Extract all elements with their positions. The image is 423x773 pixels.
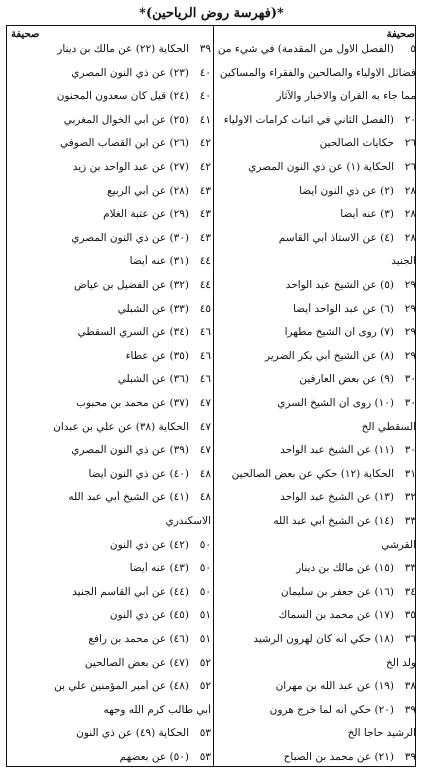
entry-title: (الفصل الثاني في اثبات كرامات الاولياء (223, 113, 394, 126)
entry-title: (٤٧) عن بعض الصالحين (84, 656, 189, 669)
index-entry (213, 300, 418, 322)
entry-page-number: ٣٦ (404, 633, 416, 645)
right-column (213, 29, 418, 765)
entry-title: (١١) عن الشيخ عبد الواحد (280, 444, 394, 457)
index-entry (8, 701, 213, 723)
index-entry (8, 300, 213, 322)
index-entry (8, 441, 213, 463)
entry-title: (٣٩) عن ذي النون المصري (71, 444, 189, 457)
entry-page-number: ٤٠ (199, 90, 211, 103)
entry-page-number: ٤٨ (199, 467, 211, 480)
entry-page-number: ٥٠ (199, 538, 211, 551)
entry-title: الجنيد (391, 255, 416, 268)
index-entry (8, 158, 213, 180)
index-entry (213, 323, 418, 345)
index-entry (213, 488, 418, 510)
index-entry (213, 370, 418, 392)
entry-page-number: ٥٢ (199, 656, 211, 669)
entry-page-number: ٤٧ (199, 420, 211, 433)
index-entry (8, 370, 213, 392)
index-entry (213, 630, 418, 652)
entry-title: (٤٢) عن ذي النون (109, 538, 189, 551)
index-entry (8, 630, 213, 652)
index-entry (213, 394, 418, 416)
index-entry (213, 205, 418, 227)
entry-page-number: ٣٩ (199, 43, 211, 55)
entry-page-number: ٢٩ (404, 302, 416, 315)
index-entry (8, 606, 213, 628)
entry-title: (٣١) عنه أيضا (129, 255, 189, 268)
index-entry (213, 748, 418, 770)
entry-page-number: ٤٤ (199, 255, 211, 268)
entry-title: (١٥) عن مالك بن دينار (296, 562, 394, 575)
index-entry (8, 394, 213, 416)
index-entry (213, 40, 418, 62)
index-entry (8, 488, 213, 510)
entry-page-number: ٣٠ (404, 444, 416, 457)
entry-title: (٣٤) عن السري السقطي (77, 326, 189, 339)
entry-title: الحكاية (١) عن ذي النون المصري (248, 161, 394, 173)
entry-page-number: ٢٩ (404, 279, 416, 291)
index-entry (213, 512, 418, 534)
entry-title: (٢٠) حكي أنه لما خرج هرون (269, 703, 394, 716)
entry-page-number: ٤٢ (199, 137, 211, 150)
entry-title: حكايات الصالحين (319, 137, 394, 150)
entry-title: (١٧) عن محمد بن السماك (278, 609, 394, 622)
entry-title: (١٦) عن جعفر بن سليمان (280, 585, 394, 598)
entry-title: (٩) عن بعض العارفين (299, 373, 394, 386)
entry-page-number: ٢٠ (404, 113, 416, 126)
entry-title: الحكاية (٢٢) عن مالك بن دينار (57, 43, 189, 55)
entry-title: فضائل الاولياء والصالحين والفقراء والمساكين (219, 66, 416, 79)
entry-page-number: ٢٩ (404, 349, 416, 362)
entry-page-number: ٥٠ (199, 585, 211, 598)
entry-page-number: ٥٣ (199, 727, 211, 740)
index-entry (213, 559, 418, 581)
entry-title: (٤) عن الاستاذ أبي القاسم (278, 231, 394, 244)
entry-title: (٢٩) عن عتبة الغلام (103, 208, 189, 221)
entry-page-number: ٣٨ (404, 680, 416, 693)
entry-title: (١٩) عن عبد الله بن مهران (275, 680, 394, 693)
entry-title: الرشيد حاجا الخ (347, 727, 416, 740)
entry-page-number: ٣٥ (404, 609, 416, 622)
index-title: *(فهرسة روض الرياحين)* (139, 6, 284, 21)
index-entry (213, 465, 418, 487)
index-entry (213, 724, 418, 746)
index-entry (8, 323, 213, 345)
entry-page-number: ٥٣ (199, 751, 211, 763)
entry-title: (٧) روى ان الشيخ مطهرا (284, 326, 394, 339)
index-entry (213, 64, 418, 86)
index-entry (213, 347, 418, 369)
right-page-label: صحيفة (386, 29, 415, 40)
left-page-label: صحيفة (11, 29, 40, 40)
entry-title: (٣٣) عن الشبلي (117, 302, 189, 315)
index-entry (213, 111, 418, 133)
entry-title: (٢٣) عن ذي النون المصري (71, 66, 189, 79)
entry-title: (٤٣) عنه أيضا (129, 562, 189, 575)
entry-title: (٢٦) عن ابن القصاب الصوفي (60, 137, 189, 150)
entry-page-number: ٢٦ (404, 161, 416, 173)
entry-page-number: ٣٤ (404, 585, 416, 598)
index-entry (8, 87, 213, 109)
entry-title: أبي طالب كرم الله وجهه (103, 703, 211, 716)
entry-title: (١٣) عن الشيخ عبد الواحد (280, 491, 394, 504)
entry-page-number: ٣٠ (404, 373, 416, 386)
index-entry (8, 418, 213, 440)
entry-title: مما جاء به القرآن والاخبار والآثار (276, 90, 416, 103)
entry-title: ولد الخ (385, 656, 416, 669)
entry-title: (١٤) عن الشيخ أبي عبد الله (273, 515, 394, 527)
index-entry (213, 252, 418, 274)
entry-title: (٤١) عن الشيخ أبي عبد الله (68, 491, 189, 504)
index-entry (8, 111, 213, 133)
entry-page-number: ٥١ (199, 609, 211, 622)
entry-page-number: ٤٤ (199, 279, 211, 291)
entry-title: (٤٥) عن ذي النون (109, 609, 189, 622)
index-entry (213, 418, 418, 440)
index-entry (213, 583, 418, 605)
entry-page-number: ٥٠ (199, 562, 211, 575)
entry-page-number: ٤٣ (199, 231, 211, 244)
entry-title: (٢١) عن محمد بن الصباح (283, 751, 394, 763)
entry-title: (١٠) روى أن الشيخ السري (277, 397, 394, 409)
index-entry (8, 182, 213, 204)
index-entry (213, 229, 418, 251)
index-entry (213, 134, 418, 156)
entry-title: الحكاية (٤٩) عن ذي النون (76, 727, 189, 740)
entry-page-number: ٣١ (404, 467, 416, 480)
index-entry (8, 465, 213, 487)
index-entry (8, 677, 213, 699)
index-entry (213, 654, 418, 676)
entry-page-number: ٢٦ (404, 137, 416, 150)
index-entry (213, 87, 418, 109)
index-entry (8, 512, 213, 534)
entry-title: (٤٦) عن محمد بن رافع (88, 633, 189, 645)
entry-page-number: ٤٧ (199, 444, 211, 457)
entry-page-number: ٥١ (199, 633, 211, 645)
entry-page-number: ٤٧ (199, 397, 211, 409)
entry-page-number: ٣٩ (404, 703, 416, 716)
index-entry (8, 134, 213, 156)
entry-title: (الفصل الاول من المقدمة) في شيء من (217, 43, 394, 55)
entry-page-number: ٤١ (199, 113, 211, 126)
entry-title: (٤٤) عن أبي القاسم الجنيد (72, 585, 189, 598)
index-entry (213, 441, 418, 463)
index-entry (8, 252, 213, 274)
entry-title: (٦) عن عبد الواحد أيضا (292, 302, 394, 315)
index-entry (213, 182, 418, 204)
entry-title: الحكاية (٣٨) عن علي بن عبدان (53, 420, 189, 433)
index-entry (213, 606, 418, 628)
index-entry (213, 701, 418, 723)
entry-title: (٣٠) عن ذي النون المصري (71, 231, 189, 244)
entry-title: (٢٥) عن أبي الخوال المغربي (63, 113, 189, 126)
entry-page-number: ٤٠ (199, 66, 211, 79)
index-entry (213, 536, 418, 558)
index-entry (213, 158, 418, 180)
entry-page-number: ٥ (410, 43, 416, 55)
entry-title: (٣٧) عن محمد بن محبوب (76, 397, 189, 409)
entry-page-number: ٤٥ (199, 302, 211, 315)
entry-title: (٥٠) عن بعضهم (119, 751, 189, 763)
entry-title: (٤٠) عن ذي النون أيضا (88, 467, 189, 480)
index-entry (8, 276, 213, 298)
entry-title: القرشي (381, 538, 416, 551)
entry-title: (١٨) حكي أنه كان لهرون الرشيد (253, 633, 394, 645)
entry-title: السقطي الخ (361, 420, 416, 433)
index-entry (8, 536, 213, 558)
entry-page-number: ٤٦ (199, 349, 211, 362)
entry-page-number: ٤٦ (199, 373, 211, 386)
index-entry (8, 40, 213, 62)
entry-title: (٥) عن الشيخ عبد الواحد (285, 279, 394, 291)
entry-page-number: ٣٣ (404, 562, 416, 575)
entry-title: (٢٧) عن عبد الواحد بن زيد (72, 161, 189, 173)
entry-page-number: ٤٨ (199, 491, 211, 504)
index-entry (213, 276, 418, 298)
entry-title: (٣٦) عن الشبلي (117, 373, 189, 386)
entry-title: الحكاية (١٢) حكي عن بعض الصالحين (231, 467, 394, 480)
entry-page-number: ٤٣ (199, 184, 211, 197)
index-entry (8, 559, 213, 581)
index-entry (8, 347, 213, 369)
entry-title: (٢٨) عن أبي الربيع (107, 184, 189, 197)
entry-title: الاسكندري (165, 515, 211, 527)
index-entry (8, 724, 213, 746)
entry-title: (٣٢) عن الفضيل بن عياض (74, 279, 189, 291)
entry-page-number: ٣٢ (404, 491, 416, 504)
entry-page-number: ٥٢ (199, 680, 211, 693)
entry-title: (٨) عن الشيخ أبي بكر الضرير (264, 349, 394, 362)
index-entry (8, 205, 213, 227)
index-entry (8, 748, 213, 770)
index-entry (8, 229, 213, 251)
entry-page-number: ٤٣ (199, 208, 211, 221)
entry-title: (٢٤) قيل كان سعدون المجنون (56, 90, 189, 103)
index-entry (8, 64, 213, 86)
entry-page-number: ٢٨ (404, 184, 416, 197)
index-entry (8, 654, 213, 676)
entry-page-number: ٤٢ (199, 161, 211, 173)
entry-page-number: ٣٠ (404, 397, 416, 409)
entry-title: (٣٥) عن عطاء (125, 349, 189, 362)
entry-title: (٣) عنه أيضا (340, 208, 394, 221)
entry-page-number: ٣٣ (404, 515, 416, 527)
entry-title: (٢) عن ذي النون أيضا (299, 184, 394, 197)
index-entry (213, 677, 418, 699)
entry-page-number: ٣٩ (404, 751, 416, 763)
entry-page-number: ٤٦ (199, 326, 211, 339)
entry-page-number: ٢٨ (404, 208, 416, 221)
left-column (8, 29, 213, 765)
entry-title: (٤٨) عن أمير المؤمنين علي بن (54, 680, 189, 693)
entry-page-number: ٢٨ (404, 231, 416, 244)
entry-page-number: ٢٩ (404, 326, 416, 339)
index-entry (8, 583, 213, 605)
